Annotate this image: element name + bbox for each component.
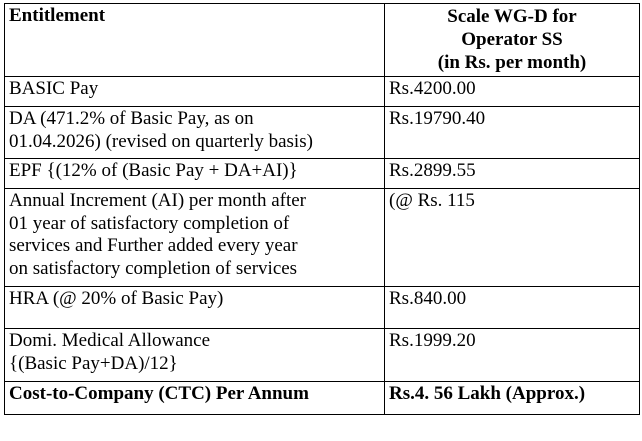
entitlement-table [4,3,640,415]
row-label [5,77,385,107]
row-value: Rs.2899.55 [385,159,640,189]
row-label [5,189,385,287]
row-label-line: 01.04.2026) (revised on quarterly basis) [9,130,313,152]
row-label [5,329,385,382]
row-label-line: DA (471.2% of Basic Pay, as on [9,108,254,129]
table-row-annual-increment [5,189,640,287]
row-label-line: on satisfactory completion of services [9,257,298,279]
row-label-line: EPF {(12% of (Basic Pay + DA+AI)} [9,160,298,181]
row-label-line: services and Further added every year [9,235,298,256]
row-label-line: HRA (@ 20% of Basic Pay) [9,288,224,309]
header-scale [385,4,640,77]
header-scale-line-1: Scale WG-D for [447,6,577,27]
row-label [5,159,385,189]
row-label-line: {(Basic Pay+DA)/12} [9,352,178,374]
row-value: Rs.840.00 [385,287,640,329]
row-value: Rs.4200.00 [385,77,640,107]
row-value: (@ Rs. 115 [385,189,640,287]
row-label [5,107,385,159]
row-label [5,287,385,329]
row-label-line: Domi. Medical Allowance [9,330,211,351]
row-label-line: 01 year of satisfactory completion of [9,212,290,234]
table-row-da [5,107,640,159]
table-row-hra [5,287,640,329]
row-value: Rs.4. 56 Lakh (Approx.) [385,382,640,415]
table-header-row [5,4,640,77]
header-scale-line-2: Operator SS [461,29,563,50]
row-label-line: Cost-to-Company (CTC) Per Annum [9,383,309,404]
row-value: Rs.1999.20 [385,329,640,382]
table-row-medical-allowance [5,329,640,382]
row-label-line: BASIC Pay [9,78,99,99]
row-value: Rs.19790.40 [385,107,640,159]
table-row-ctc [5,382,640,415]
header-scale-line-3: (in Rs. per month) [437,52,587,73]
row-label-line: Annual Increment (AI) per month after [9,190,307,211]
header-entitlement: Entitlement [5,4,385,77]
row-label [5,382,385,415]
table-row-basic-pay [5,77,640,107]
table-row-epf [5,159,640,189]
